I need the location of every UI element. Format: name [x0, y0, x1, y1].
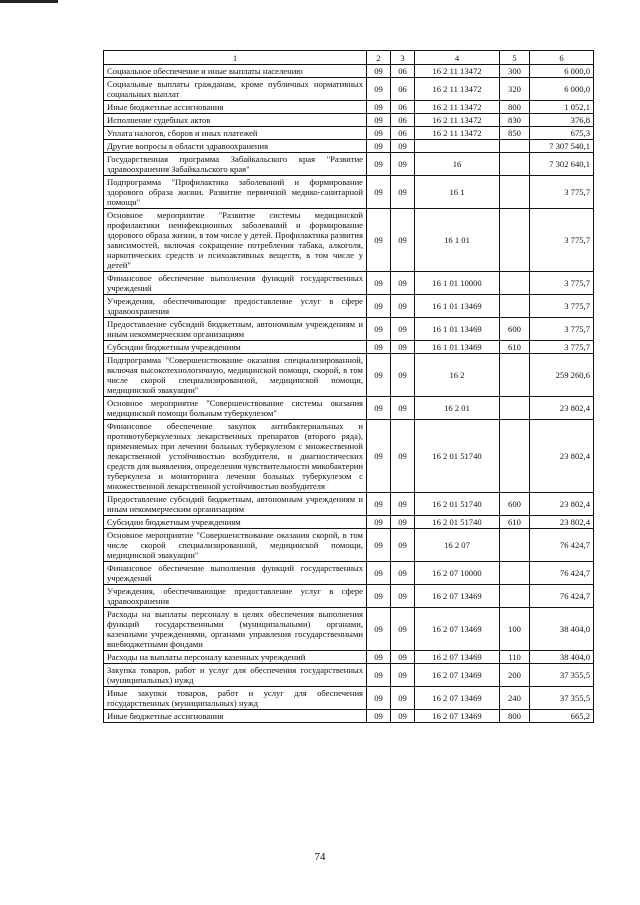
row-name-cell: Иные бюджетные ассигнования: [104, 101, 367, 114]
header-col-2: 2: [367, 51, 391, 65]
row-target-article-cell: [415, 140, 500, 153]
row-name-cell: Закупка товаров, работ и услуг для обеспечения государственных (муниципальных) нужд: [104, 664, 367, 687]
row-subsection-cell: 09: [391, 529, 415, 562]
row-section-cell: 09: [367, 65, 391, 78]
row-amount-cell: 23 802,4: [530, 493, 594, 516]
row-target-article-cell: 16 2 11 13472: [415, 78, 500, 101]
row-name-cell: Иные бюджетные ассигнования: [104, 710, 367, 723]
row-name-cell: Учреждения, обеспечивающие предоставление услуг в сфере здравоохранения: [104, 295, 367, 318]
row-expense-type-cell: [500, 585, 530, 608]
row-target-article-cell: 16 2 07 13469: [415, 664, 500, 687]
page-number: 74: [314, 851, 326, 863]
row-subsection-cell: 09: [391, 585, 415, 608]
row-name-cell: Предоставление субсидий бюджетным, автономным учреждениям и иным некоммерческим организациям: [104, 318, 367, 341]
row-name-cell: Финансовое обеспечение выполнения функций государственных учреждений: [104, 562, 367, 585]
row-section-cell: 09: [367, 493, 391, 516]
table-row: [104, 140, 594, 153]
row-name-cell: Учреждения, обеспечивающие предоставление услуг в сфере здравоохранения: [104, 585, 367, 608]
table-row: [104, 341, 594, 354]
row-section-cell: 09: [367, 562, 391, 585]
row-name-cell: Финансовое обеспечение выполнения функций государственных учреждений: [104, 272, 367, 295]
table-row: [104, 710, 594, 723]
row-expense-type-cell: 600: [500, 493, 530, 516]
row-section-cell: 09: [367, 608, 391, 651]
row-expense-type-cell: 320: [500, 78, 530, 101]
row-amount-cell: 7 302 640,1: [530, 153, 594, 176]
row-name-cell: Социальные выплаты гражданам, кроме публичных нормативных социальных выплат: [104, 78, 367, 101]
row-amount-cell: 3 775,7: [530, 209, 594, 272]
table-row: [104, 176, 594, 209]
row-amount-cell: 259 260,6: [530, 354, 594, 397]
row-amount-cell: 37 355,5: [530, 664, 594, 687]
row-subsection-cell: 09: [391, 420, 415, 493]
row-section-cell: 09: [367, 664, 391, 687]
row-expense-type-cell: [500, 354, 530, 397]
row-target-article-cell: 16 2 01: [415, 397, 500, 420]
row-subsection-cell: 09: [391, 397, 415, 420]
budget-table: [103, 50, 594, 723]
budget-table-body: [104, 51, 594, 723]
row-section-cell: 09: [367, 687, 391, 710]
table-row: [104, 153, 594, 176]
row-expense-type-cell: 850: [500, 127, 530, 140]
row-subsection-cell: 06: [391, 78, 415, 101]
row-name-cell: Подпрограмма "Профилактика заболеваний и формирование здорового образа жизни. Развитие первичной медико-санитарной помощи": [104, 176, 367, 209]
row-target-article-cell: 16 2 07 10000: [415, 562, 500, 585]
row-subsection-cell: 09: [391, 209, 415, 272]
row-target-article-cell: 16 2 07 13469: [415, 710, 500, 723]
row-section-cell: 09: [367, 295, 391, 318]
row-expense-type-cell: [500, 295, 530, 318]
row-section-cell: 09: [367, 272, 391, 295]
row-subsection-cell: 06: [391, 101, 415, 114]
table-row: [104, 127, 594, 140]
row-name-cell: Подпрограмма "Совершенствование оказания специализированной, включая высокотехнологичную, медицинской помощи, скорой, в том числе скорой специализированной, медицинской помощи, медицинской эвакуации": [104, 354, 367, 397]
row-expense-type-cell: 830: [500, 114, 530, 127]
header-col-4: 4: [415, 51, 500, 65]
row-expense-type-cell: [500, 420, 530, 493]
row-section-cell: 09: [367, 420, 391, 493]
row-expense-type-cell: 240: [500, 687, 530, 710]
row-section-cell: 09: [367, 78, 391, 101]
row-expense-type-cell: [500, 209, 530, 272]
row-section-cell: 09: [367, 140, 391, 153]
row-expense-type-cell: [500, 397, 530, 420]
row-section-cell: 09: [367, 318, 391, 341]
table-row: [104, 295, 594, 318]
row-amount-cell: 23 802,4: [530, 397, 594, 420]
row-expense-type-cell: [500, 140, 530, 153]
row-name-cell: Субсидии бюджетным учреждениям: [104, 341, 367, 354]
row-target-article-cell: 16 2 11 13472: [415, 65, 500, 78]
row-expense-type-cell: 600: [500, 318, 530, 341]
table-row: [104, 608, 594, 651]
row-subsection-cell: 09: [391, 651, 415, 664]
row-amount-cell: 3 775,7: [530, 272, 594, 295]
row-amount-cell: 3 775,7: [530, 318, 594, 341]
table-row: [104, 65, 594, 78]
header-col-5: 5: [500, 51, 530, 65]
table-row: [104, 397, 594, 420]
scan-corner-mark: [0, 0, 58, 3]
row-target-article-cell: 16 2 11 13472: [415, 127, 500, 140]
row-section-cell: 09: [367, 127, 391, 140]
row-section-cell: 09: [367, 651, 391, 664]
row-section-cell: 09: [367, 209, 391, 272]
row-expense-type-cell: [500, 153, 530, 176]
row-amount-cell: 23 802,4: [530, 420, 594, 493]
row-amount-cell: 76 424,7: [530, 562, 594, 585]
row-name-cell: Государственная программа Забайкальского края "Развитие здравоохранения Забайкальского края": [104, 153, 367, 176]
row-amount-cell: 3 775,7: [530, 341, 594, 354]
row-target-article-cell: 16 2 11 13472: [415, 101, 500, 114]
table-row: [104, 651, 594, 664]
row-target-article-cell: 16 2 07: [415, 529, 500, 562]
table-row: [104, 529, 594, 562]
row-amount-cell: 7 307 540,1: [530, 140, 594, 153]
row-target-article-cell: 16 2 07 13469: [415, 687, 500, 710]
row-name-cell: Расходы на выплаты персоналу казенных учреждений: [104, 651, 367, 664]
row-name-cell: Основное мероприятие "Совершенствование системы оказания медицинской помощи больным туберкулезом": [104, 397, 367, 420]
table-row: [104, 78, 594, 101]
row-target-article-cell: 16 1: [415, 176, 500, 209]
row-section-cell: 09: [367, 114, 391, 127]
row-target-article-cell: 16 1 01 13469: [415, 318, 500, 341]
row-expense-type-cell: 200: [500, 664, 530, 687]
row-section-cell: 09: [367, 710, 391, 723]
row-target-article-cell: 16 2 11 13472: [415, 114, 500, 127]
table-row: [104, 493, 594, 516]
row-amount-cell: 38 404,0: [530, 651, 594, 664]
row-name-cell: Субсидии бюджетным учреждениям: [104, 516, 367, 529]
row-section-cell: 09: [367, 397, 391, 420]
row-amount-cell: 3 775,7: [530, 176, 594, 209]
row-subsection-cell: 06: [391, 114, 415, 127]
row-subsection-cell: 09: [391, 341, 415, 354]
row-section-cell: 09: [367, 516, 391, 529]
row-subsection-cell: 06: [391, 65, 415, 78]
row-name-cell: Основное мероприятие "Совершенствование оказания скорой, в том числе скорой специализированной, медицинской помощи, медицинской эвакуации": [104, 529, 367, 562]
row-target-article-cell: 16 1 01: [415, 209, 500, 272]
budget-table-container: [103, 50, 593, 723]
header-col-1: 1: [104, 51, 367, 65]
row-target-article-cell: 16 1 01 10000: [415, 272, 500, 295]
row-section-cell: 09: [367, 341, 391, 354]
header-col-6: 6: [530, 51, 594, 65]
row-subsection-cell: 09: [391, 516, 415, 529]
row-target-article-cell: 16 1 01 13469: [415, 295, 500, 318]
row-subsection-cell: 09: [391, 608, 415, 651]
row-subsection-cell: 09: [391, 295, 415, 318]
row-expense-type-cell: 610: [500, 516, 530, 529]
row-target-article-cell: 16 2: [415, 354, 500, 397]
table-row: [104, 318, 594, 341]
row-expense-type-cell: [500, 529, 530, 562]
row-amount-cell: 6 000,0: [530, 65, 594, 78]
row-expense-type-cell: [500, 562, 530, 585]
row-subsection-cell: 09: [391, 153, 415, 176]
row-subsection-cell: 06: [391, 127, 415, 140]
row-amount-cell: 3 775,7: [530, 295, 594, 318]
table-row: [104, 420, 594, 493]
row-name-cell: Уплата налогов, сборов и иных платежей: [104, 127, 367, 140]
row-amount-cell: 1 052,1: [530, 101, 594, 114]
row-name-cell: Социальное обеспечение и иные выплаты населению: [104, 65, 367, 78]
row-amount-cell: 665,2: [530, 710, 594, 723]
row-amount-cell: 675,3: [530, 127, 594, 140]
row-subsection-cell: 09: [391, 354, 415, 397]
row-subsection-cell: 09: [391, 176, 415, 209]
table-row: [104, 516, 594, 529]
row-subsection-cell: 09: [391, 664, 415, 687]
row-target-article-cell: 16 1 01 13469: [415, 341, 500, 354]
row-section-cell: 09: [367, 529, 391, 562]
table-row: [104, 664, 594, 687]
row-amount-cell: 37 355,5: [530, 687, 594, 710]
row-expense-type-cell: 610: [500, 341, 530, 354]
row-name-cell: Иные закупки товаров, работ и услуг для обеспечения государственных (муниципальных) нужд: [104, 687, 367, 710]
row-subsection-cell: 09: [391, 562, 415, 585]
row-amount-cell: 38 404,0: [530, 608, 594, 651]
table-row: [104, 687, 594, 710]
row-section-cell: 09: [367, 101, 391, 114]
row-expense-type-cell: 300: [500, 65, 530, 78]
row-target-article-cell: 16 2 07 13469: [415, 651, 500, 664]
table-row: [104, 585, 594, 608]
row-section-cell: 09: [367, 176, 391, 209]
table-header-row: [104, 51, 594, 65]
row-section-cell: 09: [367, 354, 391, 397]
row-name-cell: Исполнение судебных актов: [104, 114, 367, 127]
row-amount-cell: 76 424,7: [530, 529, 594, 562]
table-row: [104, 209, 594, 272]
table-row: [104, 272, 594, 295]
table-row: [104, 354, 594, 397]
row-section-cell: 09: [367, 585, 391, 608]
row-target-article-cell: 16 2 07 13469: [415, 585, 500, 608]
row-subsection-cell: 09: [391, 318, 415, 341]
row-expense-type-cell: [500, 272, 530, 295]
row-subsection-cell: 09: [391, 710, 415, 723]
row-name-cell: Расходы на выплаты персоналу в целях обеспечения выполнения функций государственными (муниципальными) органами, казенными учреждениями, органами управления государственными внебюджетными фондами: [104, 608, 367, 651]
row-expense-type-cell: 110: [500, 651, 530, 664]
row-target-article-cell: 16: [415, 153, 500, 176]
row-subsection-cell: 09: [391, 493, 415, 516]
header-col-3: 3: [391, 51, 415, 65]
row-name-cell: Другие вопросы в области здравоохранения: [104, 140, 367, 153]
row-expense-type-cell: [500, 176, 530, 209]
row-target-article-cell: 16 2 01 51740: [415, 516, 500, 529]
row-section-cell: 09: [367, 153, 391, 176]
row-name-cell: Основное мероприятие "Развитие системы медицинской профилактики неинфекционных заболеваний и формирование здорового образа жизни, в том числе у детей. Профилактика развития зависимостей, включая сокращение потребления табака, алкоголя, наркотических средств и психоактивных веществ, в том числе у детей": [104, 209, 367, 272]
table-row: [104, 114, 594, 127]
row-subsection-cell: 09: [391, 687, 415, 710]
row-amount-cell: 376,8: [530, 114, 594, 127]
row-target-article-cell: 16 2 01 51740: [415, 420, 500, 493]
row-amount-cell: 6 000,0: [530, 78, 594, 101]
row-expense-type-cell: 100: [500, 608, 530, 651]
table-row: [104, 101, 594, 114]
row-subsection-cell: 09: [391, 140, 415, 153]
row-subsection-cell: 09: [391, 272, 415, 295]
row-name-cell: Предоставление субсидий бюджетным, автономным учреждениям и иным некоммерческим организациям: [104, 493, 367, 516]
row-target-article-cell: 16 2 07 13469: [415, 608, 500, 651]
row-amount-cell: 23 802,4: [530, 516, 594, 529]
row-expense-type-cell: 800: [500, 710, 530, 723]
row-expense-type-cell: 800: [500, 101, 530, 114]
row-name-cell: Финансовое обеспечение закупок антибактериальных и противотуберкулезных лекарственных препаратов (второго ряда), применяемых при лечении больных туберкулезом с множественной лекарственной устойчивостью возбудителя, и диагностических средств для выявления, определения чувствительности микобактерии туберкулеза и мониторинга лечения больных туберкулезом с множественной лекарственной устойчивостью возбудителя: [104, 420, 367, 493]
row-amount-cell: 76 424,7: [530, 585, 594, 608]
table-row: [104, 562, 594, 585]
row-target-article-cell: 16 2 01 51740: [415, 493, 500, 516]
